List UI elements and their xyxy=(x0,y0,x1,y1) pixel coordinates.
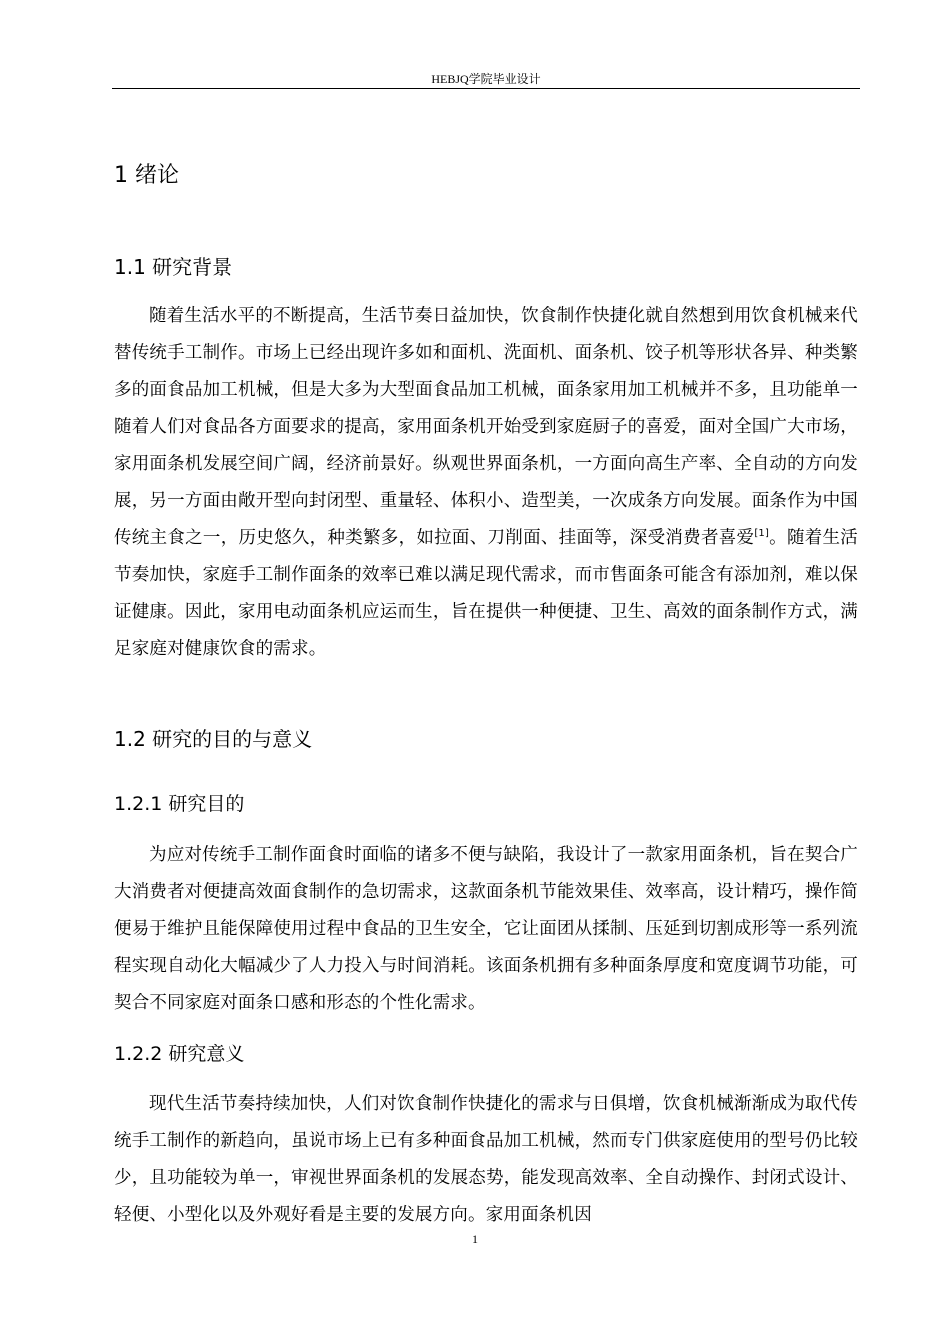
running-header: HEBJQ学院毕业设计 xyxy=(431,72,541,86)
page-number: 1 xyxy=(472,1232,478,1246)
citation-reference: [1] xyxy=(754,528,770,540)
chapter-title: 1 绪论 xyxy=(114,163,179,188)
section-1-1-text-tail: 。随着生活节奏加快，家庭手工制作面条的效率已难以满足现代需求，而市售面条可能含有添加剂，难以保证健康。因此，家用电动面条机应运而生，旨在提供一种便捷、卫生、高效的面条制作方式，满足家庭对健康饮食的需求。 xyxy=(114,528,859,659)
section-title-1-2-2: 1.2.2 研究意义 xyxy=(114,1043,245,1065)
section-1-2-2-paragraph: 现代生活节奏持续加快，人们对饮食制作快捷化的需求与日俱增，饮食机械渐渐成为取代传统手工制作的新趋向，虽说市场上已有多种面食品加工机械，然而专门供家庭使用的型号仍比较少，且功能较为单一，审视世界面条机的发展态势，能发现高效率、全自动操作、封闭式设计、轻便、小型化以及外观好看是主要的发展方向。家用面条机因 xyxy=(114,1094,858,1225)
header-divider xyxy=(112,88,860,89)
section-1-1-text: 随着生活水平的不断提高，生活节奏日益加快，饮食制作快捷化就自然想到用饮食机械来代替传统手工制作。市场上已经出现许多如和面机、洗面机、面条机、饺子机等形状各异、种类繁多的面食品加工机械，但是大多为大型面食品加工机械，面条家用加工机械并不多，且功能单一随着人们对食品各方面要求的提高，家用面条机开始受到家庭厨子的喜爱，面对全国广大市场，家用面条机发展空间广阔，经济前景好。纵观世界面条机，一方面向高生产率、全自动的方向发展，另一方面由敞开型向封闭型、重量轻、体积小、造型美，一次成条方向发展。面条作为中国传统主食之一，历史悠久，种类繁多，如拉面、刀削面、挂面等，深受消费者喜爱 xyxy=(114,306,858,548)
section-1-2-1-paragraph: 为应对传统手工制作面食时面临的诸多不便与缺陷，我设计了一款家用面条机，旨在契合广大消费者对便捷高效面食制作的急切需求，这款面条机节能效果佳、效率高，设计精巧，操作简便易于维护且能保障使用过程中食品的卫生安全，它让面团从揉制、压延到切割成形等一系列流程实现自动化大幅减少了人力投入与时间消耗。该面条机拥有多种面条厚度和宽度调节功能，可契合不同家庭对面条口感和形态的个性化需求。 xyxy=(114,845,858,1013)
section-title-1-2: 1.2 研究的目的与意义 xyxy=(114,727,313,751)
section-title-1-2-1: 1.2.1 研究目的 xyxy=(114,793,245,815)
section-1-1-paragraph xyxy=(114,298,858,668)
section-title-1-1: 1.1 研究背景 xyxy=(114,255,233,279)
